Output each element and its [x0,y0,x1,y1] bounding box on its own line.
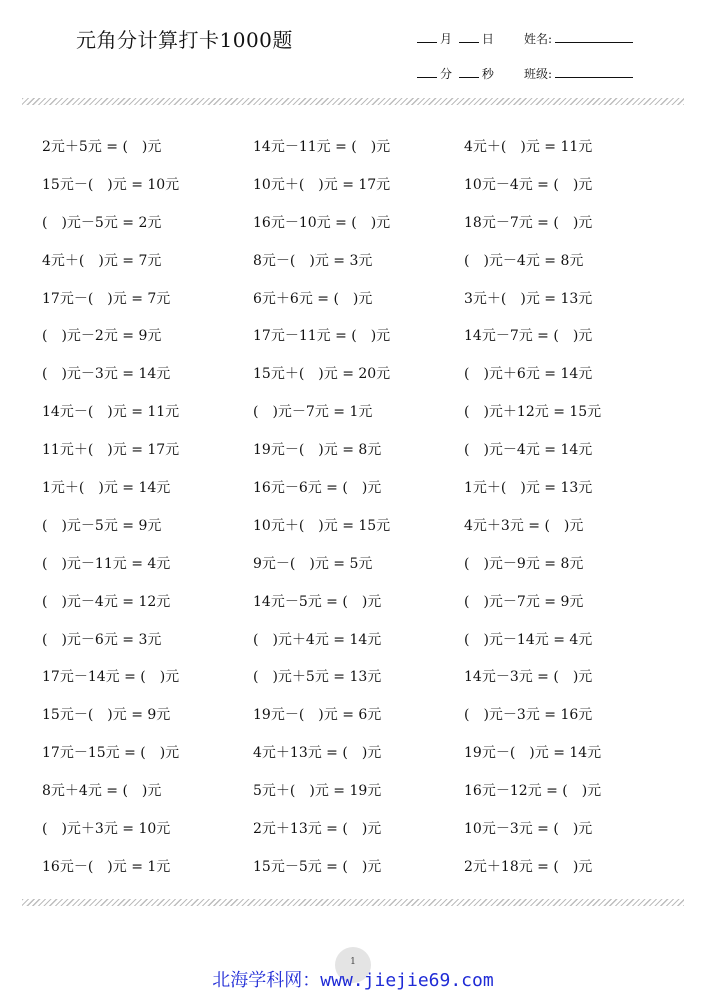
bottom-divider [22,899,684,906]
question-item: 14元－5元 = ( )元 [253,593,382,610]
question-item: ( )元－4元 = 12元 [42,593,171,610]
question-item: 18元－7元 = ( )元 [464,214,593,231]
day-label: 日 [481,32,494,46]
question-item: 17元－11元 = ( )元 [253,328,391,345]
time-field [414,65,494,82]
month-label: 月 [440,32,453,46]
question-item: 10元＋( )元 = 17元 [253,176,391,193]
question-item: 16元－6元 = ( )元 [253,480,382,497]
minute-label: 分 [440,67,453,81]
question-item: 2元＋13元 = ( )元 [253,821,382,838]
question-item: ( )元－14元 = 4元 [464,631,593,648]
question-item: 9元－( )元 = 5元 [253,555,373,572]
question-item: 19元－( )元 = 6元 [253,707,382,724]
question-item: ( )元＋12元 = 15元 [464,404,602,421]
question-item: 17元－14元 = ( )元 [42,669,180,686]
question-item: ( )元－5元 = 9元 [42,517,162,534]
footer-link[interactable]: 北海学科网：www.jiejie69.com [212,970,494,991]
question-item: ( )元＋5元 = 13元 [253,669,382,686]
question-item: 4元＋( )元 = 11元 [464,139,593,155]
day-blank[interactable] [459,41,479,43]
question-item: 15元－( )元 = 9元 [42,707,171,724]
question-item: 14元－11元 = ( )元 [253,139,391,155]
class-blank[interactable] [555,76,633,78]
class-label: 班级: [524,67,553,81]
question-item: 1元＋( )元 = 13元 [464,480,593,497]
question-item: 5元＋( )元 = 19元 [253,783,382,800]
question-item: 8元－( )元 = 3元 [253,252,373,269]
question-item: 1元＋( )元 = 14元 [42,480,171,497]
question-item: 16元－( )元 = 1元 [42,858,171,875]
date-field [414,30,494,47]
question-item: 15元－( )元 = 10元 [42,176,180,193]
name-label: 姓名: [524,32,553,46]
question-item: 16元－12元 = ( )元 [464,783,602,800]
name-field [524,30,636,47]
question-item: ( )元－11元 = 4元 [42,555,171,572]
question-item: 2元＋18元 = ( )元 [464,858,593,875]
question-item: ( )元－3元 = 14元 [42,366,171,383]
minute-blank[interactable] [417,76,437,78]
question-item: ( )元－4元 = 14元 [464,442,593,459]
question-item: 11元＋( )元 = 17元 [42,442,180,459]
question-item: ( )元－7元 = 1元 [253,404,373,421]
second-blank[interactable] [459,76,479,78]
question-item: 17元－( )元 = 7元 [42,290,171,307]
name-blank[interactable] [555,41,633,43]
question-item: 10元－4元 = ( )元 [464,176,593,193]
question-item: 3元＋( )元 = 13元 [464,290,593,307]
question-item: 15元＋( )元 = 20元 [253,366,391,383]
class-field [524,65,636,82]
top-divider [22,98,684,105]
question-item: 19元－( )元 = 14元 [464,745,602,762]
page-title: 元角分计算打卡1000题 [76,28,293,52]
question-grid [42,137,682,895]
question-item: 2元＋5元 = ( )元 [42,139,162,155]
page-number: 1 [335,947,371,983]
second-label: 秒 [481,67,494,81]
question-item: 14元－3元 = ( )元 [464,669,593,686]
question-item: ( )元＋6元 = 14元 [464,366,593,383]
question-item: 8元＋4元 = ( )元 [42,783,162,800]
question-item: ( )元－4元 = 8元 [464,252,584,269]
question-item: 10元＋( )元 = 15元 [253,517,391,534]
question-item: ( )元－7元 = 9元 [464,593,584,610]
question-item: 19元－( )元 = 8元 [253,442,382,459]
question-item: 4元＋( )元 = 7元 [42,252,162,269]
question-item: 4元＋13元 = ( )元 [253,745,382,762]
question-item: ( )元＋3元 = 10元 [42,821,171,838]
question-item: ( )元－9元 = 8元 [464,555,584,572]
question-item: 14元－( )元 = 11元 [42,404,180,421]
question-item: 6元＋6元 = ( )元 [253,290,373,307]
question-item: ( )元－6元 = 3元 [42,631,162,648]
question-item: ( )元－2元 = 9元 [42,328,162,345]
question-item: 17元－15元 = ( )元 [42,745,180,762]
question-item: ( )元－3元 = 16元 [464,707,593,724]
question-item: ( )元＋4元 = 14元 [253,631,382,648]
question-item: 4元＋3元 = ( )元 [464,517,584,534]
question-item: 16元－10元 = ( )元 [253,214,391,231]
question-item: 10元－3元 = ( )元 [464,821,593,838]
question-item: 14元－7元 = ( )元 [464,328,593,345]
question-item: ( )元－5元 = 2元 [42,214,162,231]
month-blank[interactable] [417,41,437,43]
question-item: 15元－5元 = ( )元 [253,858,382,875]
